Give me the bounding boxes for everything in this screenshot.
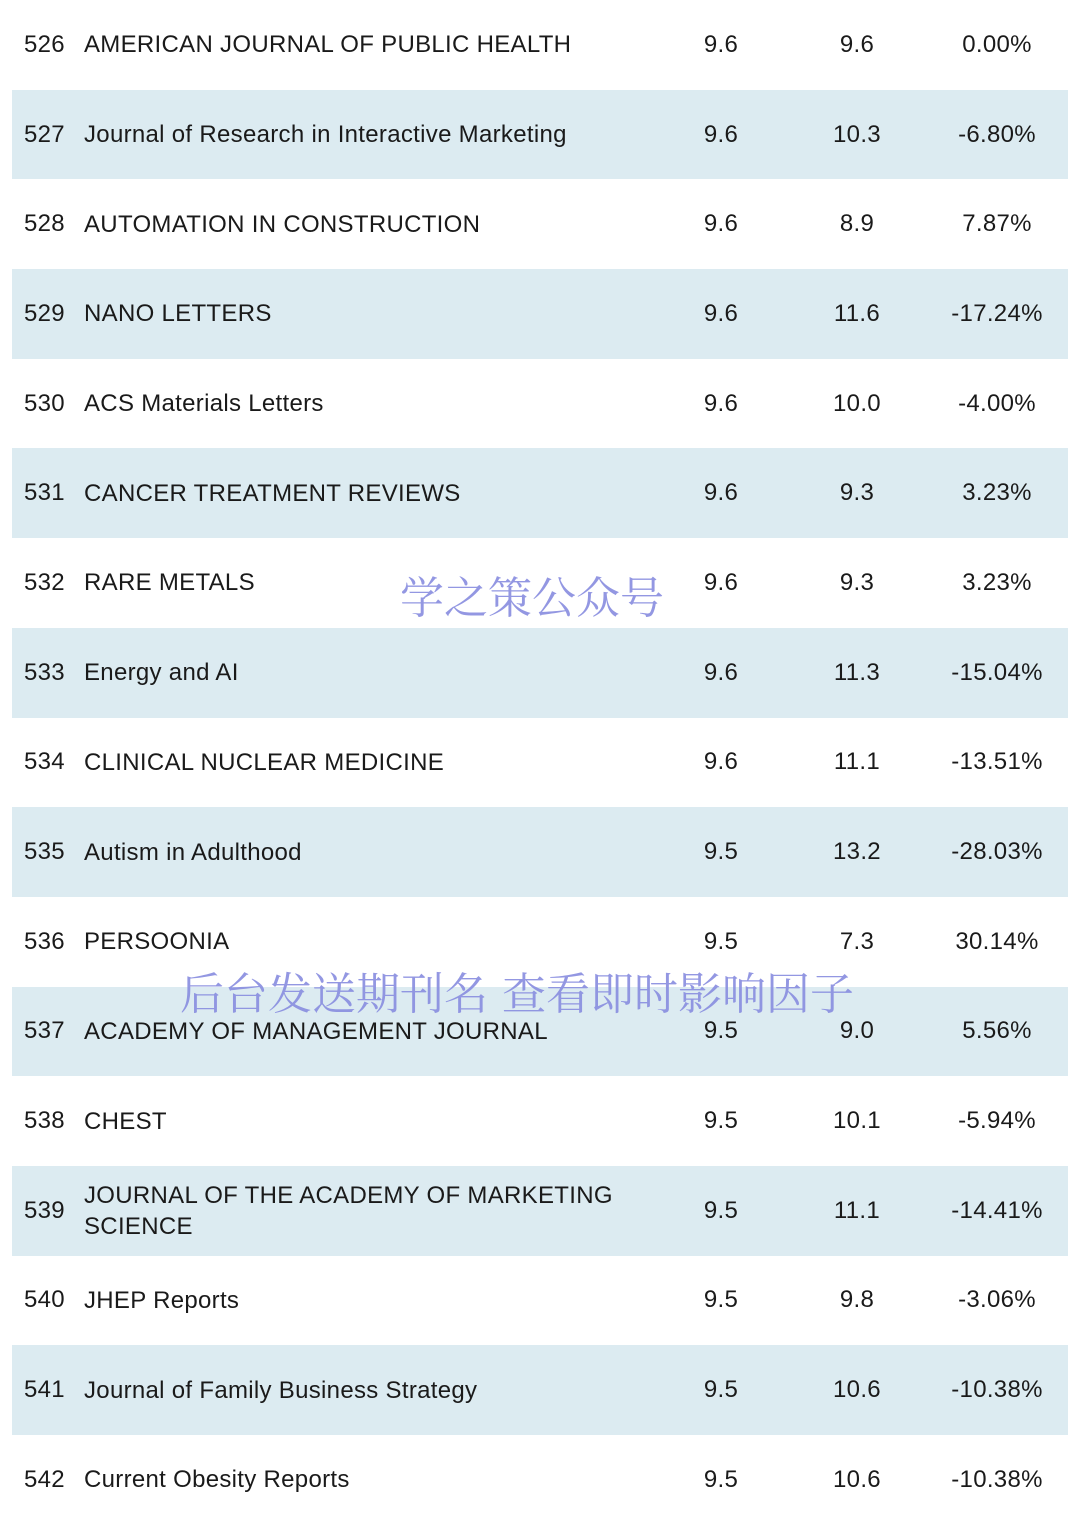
change-percent-cell: -5.94% (958, 1107, 1036, 1135)
table-row (12, 1435, 1068, 1525)
rank-cell: 529 (24, 299, 65, 327)
journal-title-cell: ACS Materials Letters (84, 390, 324, 418)
previous-impact-factor-cell: 9.3 (839, 568, 875, 596)
previous-impact-factor-cell: 9.6 (839, 30, 875, 58)
table-row (12, 718, 1068, 808)
impact-factor-cell: 9.5 (703, 838, 739, 866)
journal-title-cell: RARE METALS (84, 569, 255, 597)
previous-impact-factor-cell: 10.1 (833, 1107, 881, 1135)
change-percent-cell: -10.38% (951, 1465, 1043, 1493)
impact-factor-cell: 9.5 (703, 1196, 739, 1224)
table-row (12, 538, 1068, 628)
journal-title-cell: Energy and AI (84, 659, 239, 687)
journal-table (12, 0, 1068, 1525)
table-row (12, 807, 1068, 897)
change-percent-cell: 3.23% (962, 479, 1032, 507)
rank-cell: 536 (24, 927, 65, 955)
table-row (12, 359, 1068, 449)
change-percent-cell: -14.41% (951, 1196, 1043, 1224)
journal-title-cell: NANO LETTERS (84, 300, 272, 328)
impact-factor-cell: 9.6 (703, 210, 739, 238)
change-percent-cell: -13.51% (951, 748, 1043, 776)
previous-impact-factor-cell: 7.3 (839, 927, 875, 955)
impact-factor-cell: 9.6 (703, 30, 739, 58)
previous-impact-factor-cell: 10.6 (833, 1465, 881, 1493)
impact-factor-cell: 9.6 (703, 479, 739, 507)
impact-factor-cell: 9.5 (703, 1107, 739, 1135)
journal-title-cell: AUTOMATION IN CONSTRUCTION (84, 210, 481, 238)
rank-cell: 532 (24, 568, 65, 596)
change-percent-cell: -17.24% (951, 299, 1043, 327)
journal-title-cell: AMERICAN JOURNAL OF PUBLIC HEALTH (84, 31, 572, 59)
rank-cell: 528 (24, 210, 65, 238)
previous-impact-factor-cell: 9.0 (839, 1017, 875, 1045)
previous-impact-factor-cell: 13.2 (833, 838, 881, 866)
previous-impact-factor-cell: 9.8 (839, 1286, 875, 1314)
table-row (12, 448, 1068, 538)
journal-title-cell: Autism in Adulthood (84, 838, 302, 866)
impact-factor-cell: 9.6 (703, 120, 739, 148)
journal-title-cell: PERSOONIA (84, 928, 230, 956)
impact-factor-cell: 9.6 (703, 658, 739, 686)
impact-factor-cell: 9.5 (703, 1286, 739, 1314)
table-row (12, 1166, 1068, 1256)
rank-cell: 533 (24, 658, 65, 686)
impact-factor-cell: 9.6 (703, 299, 739, 327)
change-percent-cell: 5.56% (962, 1017, 1032, 1045)
table-row (12, 1345, 1068, 1435)
impact-factor-cell: 9.5 (703, 927, 739, 955)
rank-cell: 527 (24, 120, 65, 148)
journal-title-cell: JOURNAL OF THE ACADEMY OF MARKETING SCIENCE (84, 1181, 613, 1240)
table-row (12, 90, 1068, 180)
change-percent-cell: 0.00% (962, 30, 1032, 58)
change-percent-cell: 30.14% (955, 927, 1039, 955)
rank-cell: 534 (24, 748, 65, 776)
previous-impact-factor-cell: 10.6 (833, 1376, 881, 1404)
previous-impact-factor-cell: 10.3 (833, 120, 881, 148)
change-percent-cell: -6.80% (958, 120, 1036, 148)
rank-cell: 541 (24, 1376, 65, 1404)
journal-title-cell: JHEP Reports (84, 1286, 240, 1314)
table-row (12, 1076, 1068, 1166)
change-percent-cell: -15.04% (951, 658, 1043, 686)
rank-cell: 542 (24, 1465, 65, 1493)
watermark-instruction: 后台发送期刊名 查看即时影响因子 (180, 969, 854, 1020)
journal-title-cell: ACADEMY OF MANAGEMENT JOURNAL (84, 1017, 548, 1045)
change-percent-cell: -4.00% (958, 389, 1036, 417)
table-row (12, 987, 1068, 1077)
journal-title-cell: Journal of Research in Interactive Marketing (84, 121, 567, 149)
change-percent-cell: 7.87% (962, 210, 1032, 238)
table-row (12, 269, 1068, 359)
rank-cell: 540 (24, 1286, 65, 1314)
journal-title-cell: CHEST (84, 1107, 167, 1135)
change-percent-cell: -28.03% (951, 838, 1043, 866)
watermark-account: 学之策公众号 (400, 573, 664, 624)
previous-impact-factor-cell: 10.0 (833, 389, 881, 417)
previous-impact-factor-cell: 9.3 (839, 479, 875, 507)
change-percent-cell: -3.06% (958, 1286, 1036, 1314)
table-row (12, 1256, 1068, 1346)
rank-cell: 531 (24, 479, 65, 507)
previous-impact-factor-cell: 11.3 (833, 658, 881, 686)
rank-cell: 535 (24, 838, 65, 866)
impact-factor-cell: 9.5 (703, 1017, 739, 1045)
previous-impact-factor-cell: 11.1 (833, 748, 881, 776)
journal-title-cell: CLINICAL NUCLEAR MEDICINE (84, 748, 445, 776)
journal-title-cell: CANCER TREATMENT REVIEWS (84, 479, 461, 507)
rank-cell: 526 (24, 30, 65, 58)
change-percent-cell: -10.38% (951, 1376, 1043, 1404)
impact-factor-cell: 9.6 (703, 748, 739, 776)
rank-cell: 537 (24, 1017, 65, 1045)
rank-cell: 539 (24, 1196, 65, 1224)
rank-cell: 530 (24, 389, 65, 417)
impact-factor-cell: 9.6 (703, 389, 739, 417)
change-percent-cell: 3.23% (962, 568, 1032, 596)
impact-factor-cell: 9.5 (703, 1376, 739, 1404)
table-row (12, 897, 1068, 987)
impact-factor-cell: 9.6 (703, 568, 739, 596)
previous-impact-factor-cell: 8.9 (839, 210, 875, 238)
journal-title-cell: Current Obesity Reports (84, 1466, 350, 1494)
rank-cell: 538 (24, 1107, 65, 1135)
table-row (12, 179, 1068, 269)
previous-impact-factor-cell: 11.6 (833, 299, 881, 327)
impact-factor-cell: 9.5 (703, 1465, 739, 1493)
table-row (12, 628, 1068, 718)
table-row (12, 0, 1068, 90)
previous-impact-factor-cell: 11.1 (833, 1196, 881, 1224)
journal-title-cell: Journal of Family Business Strategy (84, 1376, 478, 1404)
